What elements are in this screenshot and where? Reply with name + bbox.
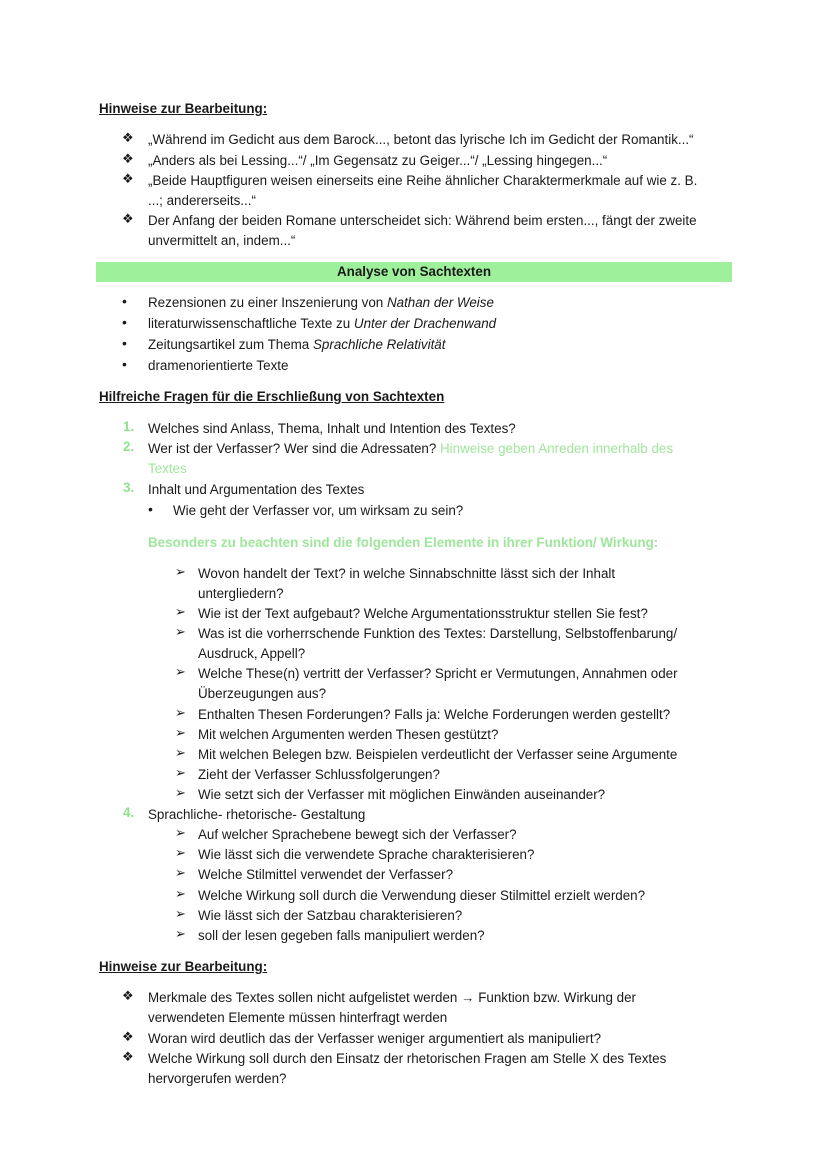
arrow-bullet-icon: ➢: [175, 745, 186, 760]
diamond-bullet-icon: ❖: [122, 1049, 134, 1064]
hint-item: „Anders als bei Lessing...“/ „Im Gegensatz zu Geiger...“/ „Lessing hingegen...“: [148, 153, 608, 168]
arrow-item: Mit welchen Belegen bzw. Beispielen verdeutlicht der Verfasser seine Argumente: [198, 747, 678, 762]
arrow-item: Wie setzt sich der Verfasser mit möglichen Einwänden auseinander?: [198, 787, 606, 802]
arrow-item: soll der lesen gegeben falls manipuliert werden?: [198, 928, 485, 943]
arrow-bullet-icon: ➢: [175, 705, 186, 720]
hint-item: Welche Wirkung soll durch den Einsatz der rhetorischen Fragen am Stelle X des Textes: [148, 1051, 667, 1066]
question-item: Inhalt und Argumentation des Textes: [148, 482, 365, 497]
arrow-item-continued: Ausdruck, Appell?: [198, 646, 306, 661]
list-item: Rezensionen zu einer Inszenierung von Nathan der Weise: [148, 295, 494, 310]
list-item: dramenorientierte Texte: [148, 358, 289, 373]
arrow-bullet-icon: ➢: [175, 564, 186, 579]
hint-item: Woran wird deutlich das der Verfasser weniger argumentiert als manipuliert?: [148, 1031, 602, 1046]
arrow-item-continued: Überzeugungen aus?: [198, 686, 327, 701]
question-item: Sprachliche- rhetorische- Gestaltung: [148, 807, 366, 822]
section-heading-hinweise-2: Hinweise zur Bearbeitung:: [99, 959, 268, 974]
arrow-item-continued: untergliedern?: [198, 586, 284, 601]
arrow-item: Welche These(n) vertritt der Verfasser? Spricht er Vermutungen, Annahmen oder: [198, 666, 678, 681]
arrow-bullet-icon: ➢: [175, 664, 186, 679]
hint-item: Merkmale des Textes sollen nicht aufgelistet werden → Funktion bzw. Wirkung der: [148, 990, 636, 1005]
hint-item-continued: ...; andererseits...“: [148, 193, 256, 208]
question-item: Welches sind Anlass, Thema, Inhalt und Intention des Textes?: [148, 421, 516, 436]
question-hint-continued: Textes: [148, 461, 187, 476]
arrow-item: Wie lässt sich die verwendete Sprache charakterisieren?: [198, 847, 535, 862]
arrow-item: Wovon handelt der Text? in welche Sinnabschnitte lässt sich der Inhalt: [198, 566, 616, 581]
bullet-icon: •: [148, 501, 153, 517]
arrow-item: Was ist die vorherrschende Funktion des Textes: Darstellung, Selbstoffenbarung/: [198, 626, 678, 641]
arrow-bullet-icon: ➢: [175, 926, 186, 941]
hint-item-continued: verwendeten Elemente müssen hinterfragt werden: [148, 1010, 448, 1025]
section-heading-hinweise: Hinweise zur Bearbeitung:: [99, 101, 268, 116]
list-number: 3.: [123, 480, 135, 495]
bullet-icon: •: [122, 293, 127, 309]
list-number: 4.: [123, 805, 135, 820]
hint-item-continued: hervorgerufen werden?: [148, 1071, 287, 1086]
arrow-item: Auf welcher Sprachebene bewegt sich der Verfasser?: [198, 827, 517, 842]
arrow-bullet-icon: ➢: [175, 865, 186, 880]
list-item: Zeitungsartikel zum Thema Sprachliche Relativität: [148, 337, 446, 352]
list-number: 2.: [123, 439, 135, 454]
arrow-bullet-icon: ➢: [175, 604, 186, 619]
section-heading-fragen: Hilfreiche Fragen für die Erschließung von Sachtexten: [99, 389, 445, 404]
arrow-bullet-icon: ➢: [175, 886, 186, 901]
arrow-bullet-icon: ➢: [175, 906, 186, 921]
question-item: Wer ist der Verfasser? Wer sind die Adressaten? Hinweise geben Anreden innerhalb des: [148, 441, 674, 456]
diamond-bullet-icon: ❖: [122, 151, 134, 166]
bullet-icon: •: [122, 314, 127, 330]
arrow-bullet-icon: ➢: [175, 825, 186, 840]
arrow-item: Wie lässt sich der Satzbau charakterisieren?: [198, 908, 463, 923]
diamond-bullet-icon: ❖: [122, 1029, 134, 1044]
arrow-item: Welche Stilmittel verwendet der Verfasser?: [198, 867, 454, 882]
arrow-bullet-icon: ➢: [175, 765, 186, 780]
arrow-item: Welche Wirkung soll durch die Verwendung dieser Stilmittel erzielt werden?: [198, 888, 646, 903]
diamond-bullet-icon: ❖: [122, 988, 134, 1003]
section-banner: Analyse von Sachtexten: [96, 262, 732, 282]
arrow-bullet-icon: ➢: [175, 624, 186, 639]
sub-question: Wie geht der Verfasser vor, um wirksam zu sein?: [173, 503, 464, 518]
hint-item-continued: unvermittelt an, indem...“: [148, 233, 296, 248]
hint-item: „Beide Hauptfiguren weisen einerseits eine Reihe ähnlicher Charaktermerkmale auf wie z. B.: [148, 173, 698, 188]
arrow-item: Zieht der Verfasser Schlussfolgerungen?: [198, 767, 440, 782]
diamond-bullet-icon: ❖: [122, 211, 134, 226]
arrow-bullet-icon: ➢: [175, 725, 186, 740]
hint-item: Der Anfang der beiden Romane unterscheidet sich: Während beim ersten..., fängt der zweite: [148, 213, 697, 228]
arrow-bullet-icon: ➢: [175, 785, 186, 800]
list-number: 1.: [123, 419, 135, 434]
arrow-bullet-icon: ➢: [175, 845, 186, 860]
diamond-bullet-icon: ❖: [122, 171, 134, 186]
list-item: literaturwissenschaftliche Texte zu Unter der Drachenwand: [148, 316, 497, 331]
arrow-item: Mit welchen Argumenten werden Thesen gestützt?: [198, 727, 499, 742]
diamond-bullet-icon: ❖: [122, 130, 134, 145]
arrow-item: Wie ist der Text aufgebaut? Welche Argumentationsstruktur stellen Sie fest?: [198, 606, 648, 621]
arrow-item: Enthalten Thesen Forderungen? Falls ja: Welche Forderungen werden gestellt?: [198, 707, 671, 722]
green-note: Besonders zu beachten sind die folgenden Elemente in ihrer Funktion/ Wirkung:: [148, 535, 659, 550]
hint-item: „Während im Gedicht aus dem Barock..., betont das lyrische Ich im Gedicht der Romantik...“: [148, 132, 694, 147]
bullet-icon: •: [122, 335, 127, 351]
bullet-icon: •: [122, 356, 127, 372]
